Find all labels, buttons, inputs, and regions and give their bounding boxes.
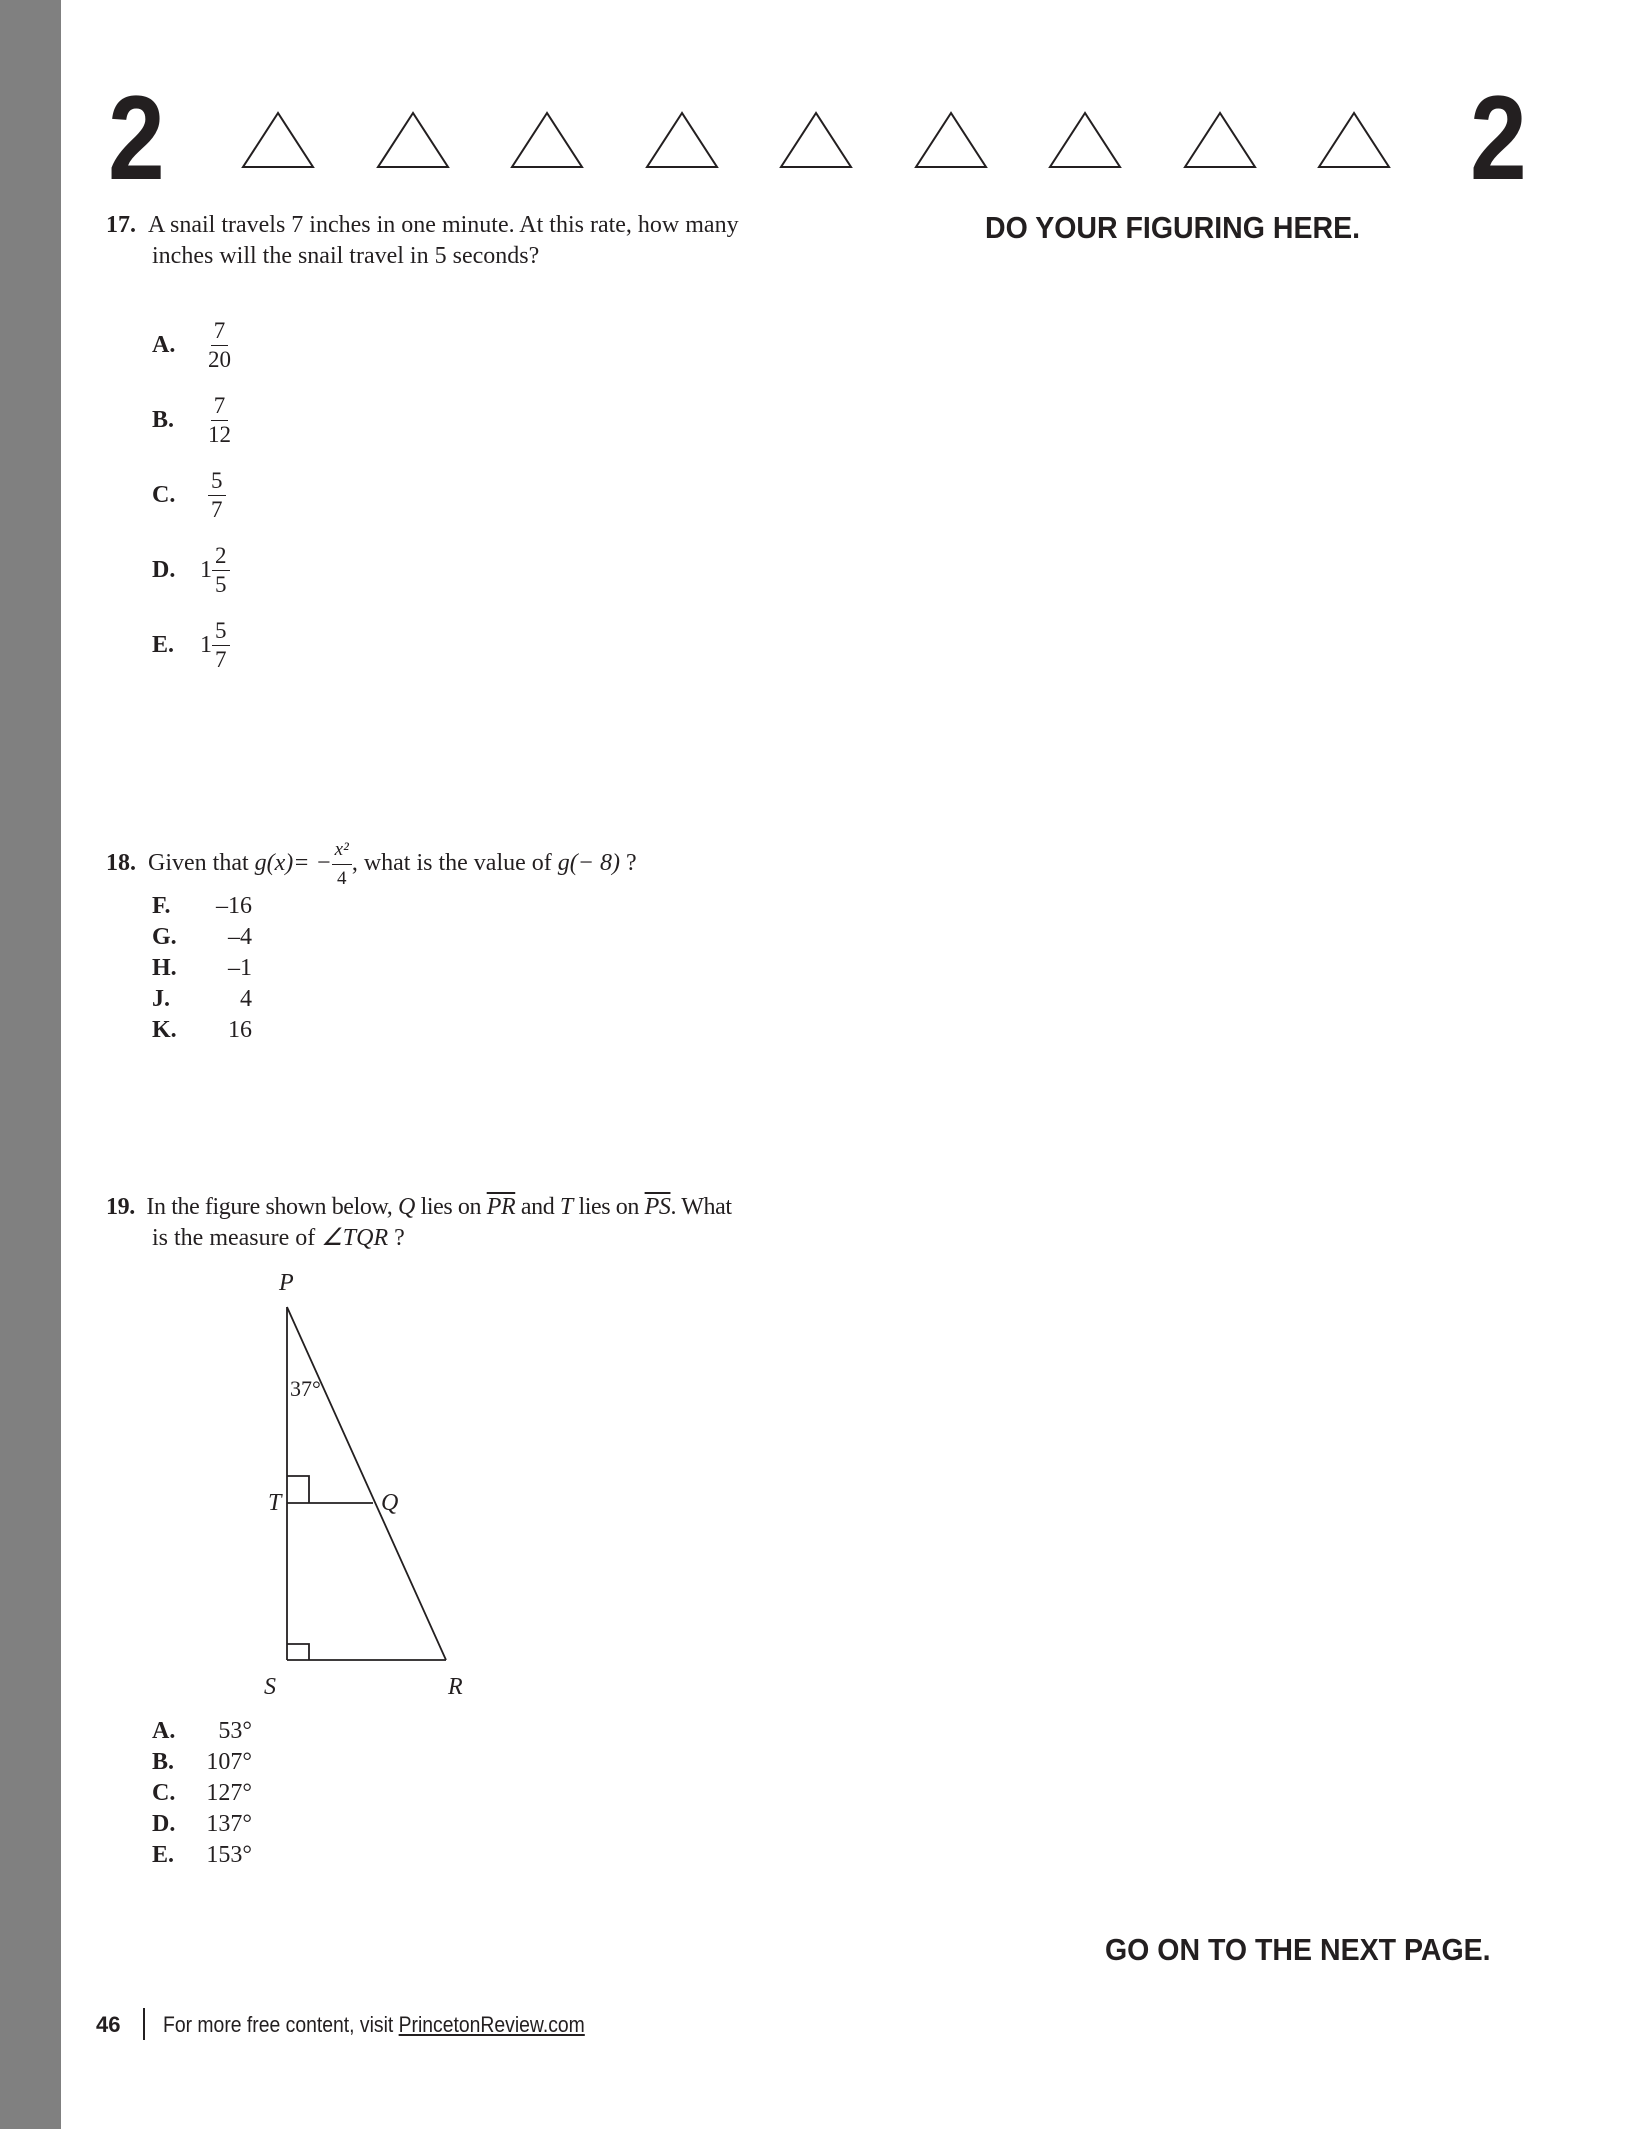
question-text: lies on xyxy=(420,1194,482,1220)
section-number-right: 2 xyxy=(1470,71,1527,205)
choice-letter: D. xyxy=(152,1811,176,1837)
question-text: is the measure of xyxy=(152,1225,316,1251)
choice-letter: C. xyxy=(152,1780,176,1806)
choice-letter: E. xyxy=(152,631,175,658)
answer-choice[interactable] xyxy=(152,1778,252,1808)
figuring-note: DO YOUR FIGURING HERE. xyxy=(985,210,1361,245)
numerator: 5 xyxy=(208,469,226,496)
function-expression: g(x)= − xyxy=(254,850,332,877)
choice-whole: 1 xyxy=(200,631,212,658)
choice-value: 4 xyxy=(240,986,252,1012)
label-t: T xyxy=(268,1490,282,1516)
page-number: 46 xyxy=(96,2012,121,2037)
choice-whole: 1 xyxy=(200,556,212,583)
choice-value: 153° xyxy=(206,1842,252,1868)
question-text: lies on xyxy=(578,1194,639,1220)
choice-letter: H. xyxy=(152,955,177,981)
choice-value: –16 xyxy=(216,893,252,919)
right-angle-marker-t xyxy=(287,1476,309,1503)
question-number: 18. xyxy=(106,850,136,877)
choice-value: 107° xyxy=(206,1749,252,1775)
label-r: R xyxy=(448,1674,463,1700)
angle-tqr: ∠TQR xyxy=(321,1225,389,1251)
denominator: 7 xyxy=(215,646,227,672)
choice-letter: B. xyxy=(152,1749,175,1775)
segment-pr-line xyxy=(287,1307,446,1660)
section-number-left: 2 xyxy=(108,71,165,205)
function-evaluation: g(− 8) xyxy=(557,850,620,877)
question-text: . What xyxy=(670,1194,732,1220)
choice-letter: G. xyxy=(152,924,177,950)
segment-pr: $\overline{PR}$ xyxy=(486,1194,516,1220)
choice-letter: C. xyxy=(152,481,176,508)
question-text: and xyxy=(520,1194,555,1220)
denominator: 12 xyxy=(208,421,231,447)
question-mark: ? xyxy=(625,850,637,877)
choice-letter: A. xyxy=(152,1718,176,1744)
denominator: 4 xyxy=(336,868,347,889)
label-q: Q xyxy=(381,1490,399,1516)
question-text-line2: inches will the snail travel in 5 seconds? xyxy=(152,243,540,269)
question-mark: ? xyxy=(394,1225,405,1251)
choice-letter: K. xyxy=(152,1017,177,1043)
segment-ps: $\overline{PS}$ xyxy=(644,1194,671,1220)
angle-label-37: 37° xyxy=(290,1376,321,1401)
go-on-next-page: GO ON TO THE NEXT PAGE. xyxy=(1105,1932,1491,1967)
answer-choice[interactable] xyxy=(152,1716,252,1746)
numerator: 5 xyxy=(212,619,230,646)
label-s: S xyxy=(264,1674,276,1700)
footer-divider xyxy=(143,2008,145,2040)
point-q: Q xyxy=(398,1194,415,1220)
numerator: 2 xyxy=(212,544,230,571)
answer-choice[interactable] xyxy=(152,1747,252,1777)
question-number: 17. xyxy=(106,212,136,238)
denominator: 7 xyxy=(211,496,223,522)
choice-value: 127° xyxy=(206,1780,252,1806)
choice-letter: J. xyxy=(152,986,170,1012)
right-angle-marker-s xyxy=(287,1644,309,1660)
question-number: 19. xyxy=(106,1194,135,1220)
question-text: In the figure shown below, xyxy=(146,1194,393,1220)
choice-value: –1 xyxy=(228,955,252,981)
choice-value: 16 xyxy=(228,1017,252,1043)
answer-choice[interactable] xyxy=(152,1809,252,1839)
denominator: 20 xyxy=(208,346,231,372)
label-p: P xyxy=(279,1270,294,1296)
question-text: A snail travels 7 inches in one minute. At this rate, how many xyxy=(148,212,739,238)
numerator: 7 xyxy=(211,319,229,346)
choice-letter: B. xyxy=(152,406,175,433)
answer-choice[interactable] xyxy=(152,1840,252,1870)
point-t: T xyxy=(559,1194,573,1220)
numerator: x² xyxy=(332,838,352,865)
choice-letter: A. xyxy=(152,331,176,358)
question-text: , what is the value of xyxy=(351,850,552,877)
choice-letter: F. xyxy=(152,893,171,919)
choice-value: 137° xyxy=(206,1811,252,1837)
footer-text xyxy=(163,2012,585,2038)
choice-letter: D. xyxy=(152,556,176,583)
choice-value: –4 xyxy=(228,924,252,950)
question-text: Given that xyxy=(148,850,249,877)
footer-label: For more free content, visit xyxy=(163,2012,399,2037)
numerator: 7 xyxy=(211,394,229,421)
choice-value: 53° xyxy=(218,1718,252,1744)
princeton-review-link[interactable]: PrincetonReview.com xyxy=(398,2012,585,2037)
denominator: 5 xyxy=(215,571,227,597)
choice-letter: E. xyxy=(152,1842,175,1868)
